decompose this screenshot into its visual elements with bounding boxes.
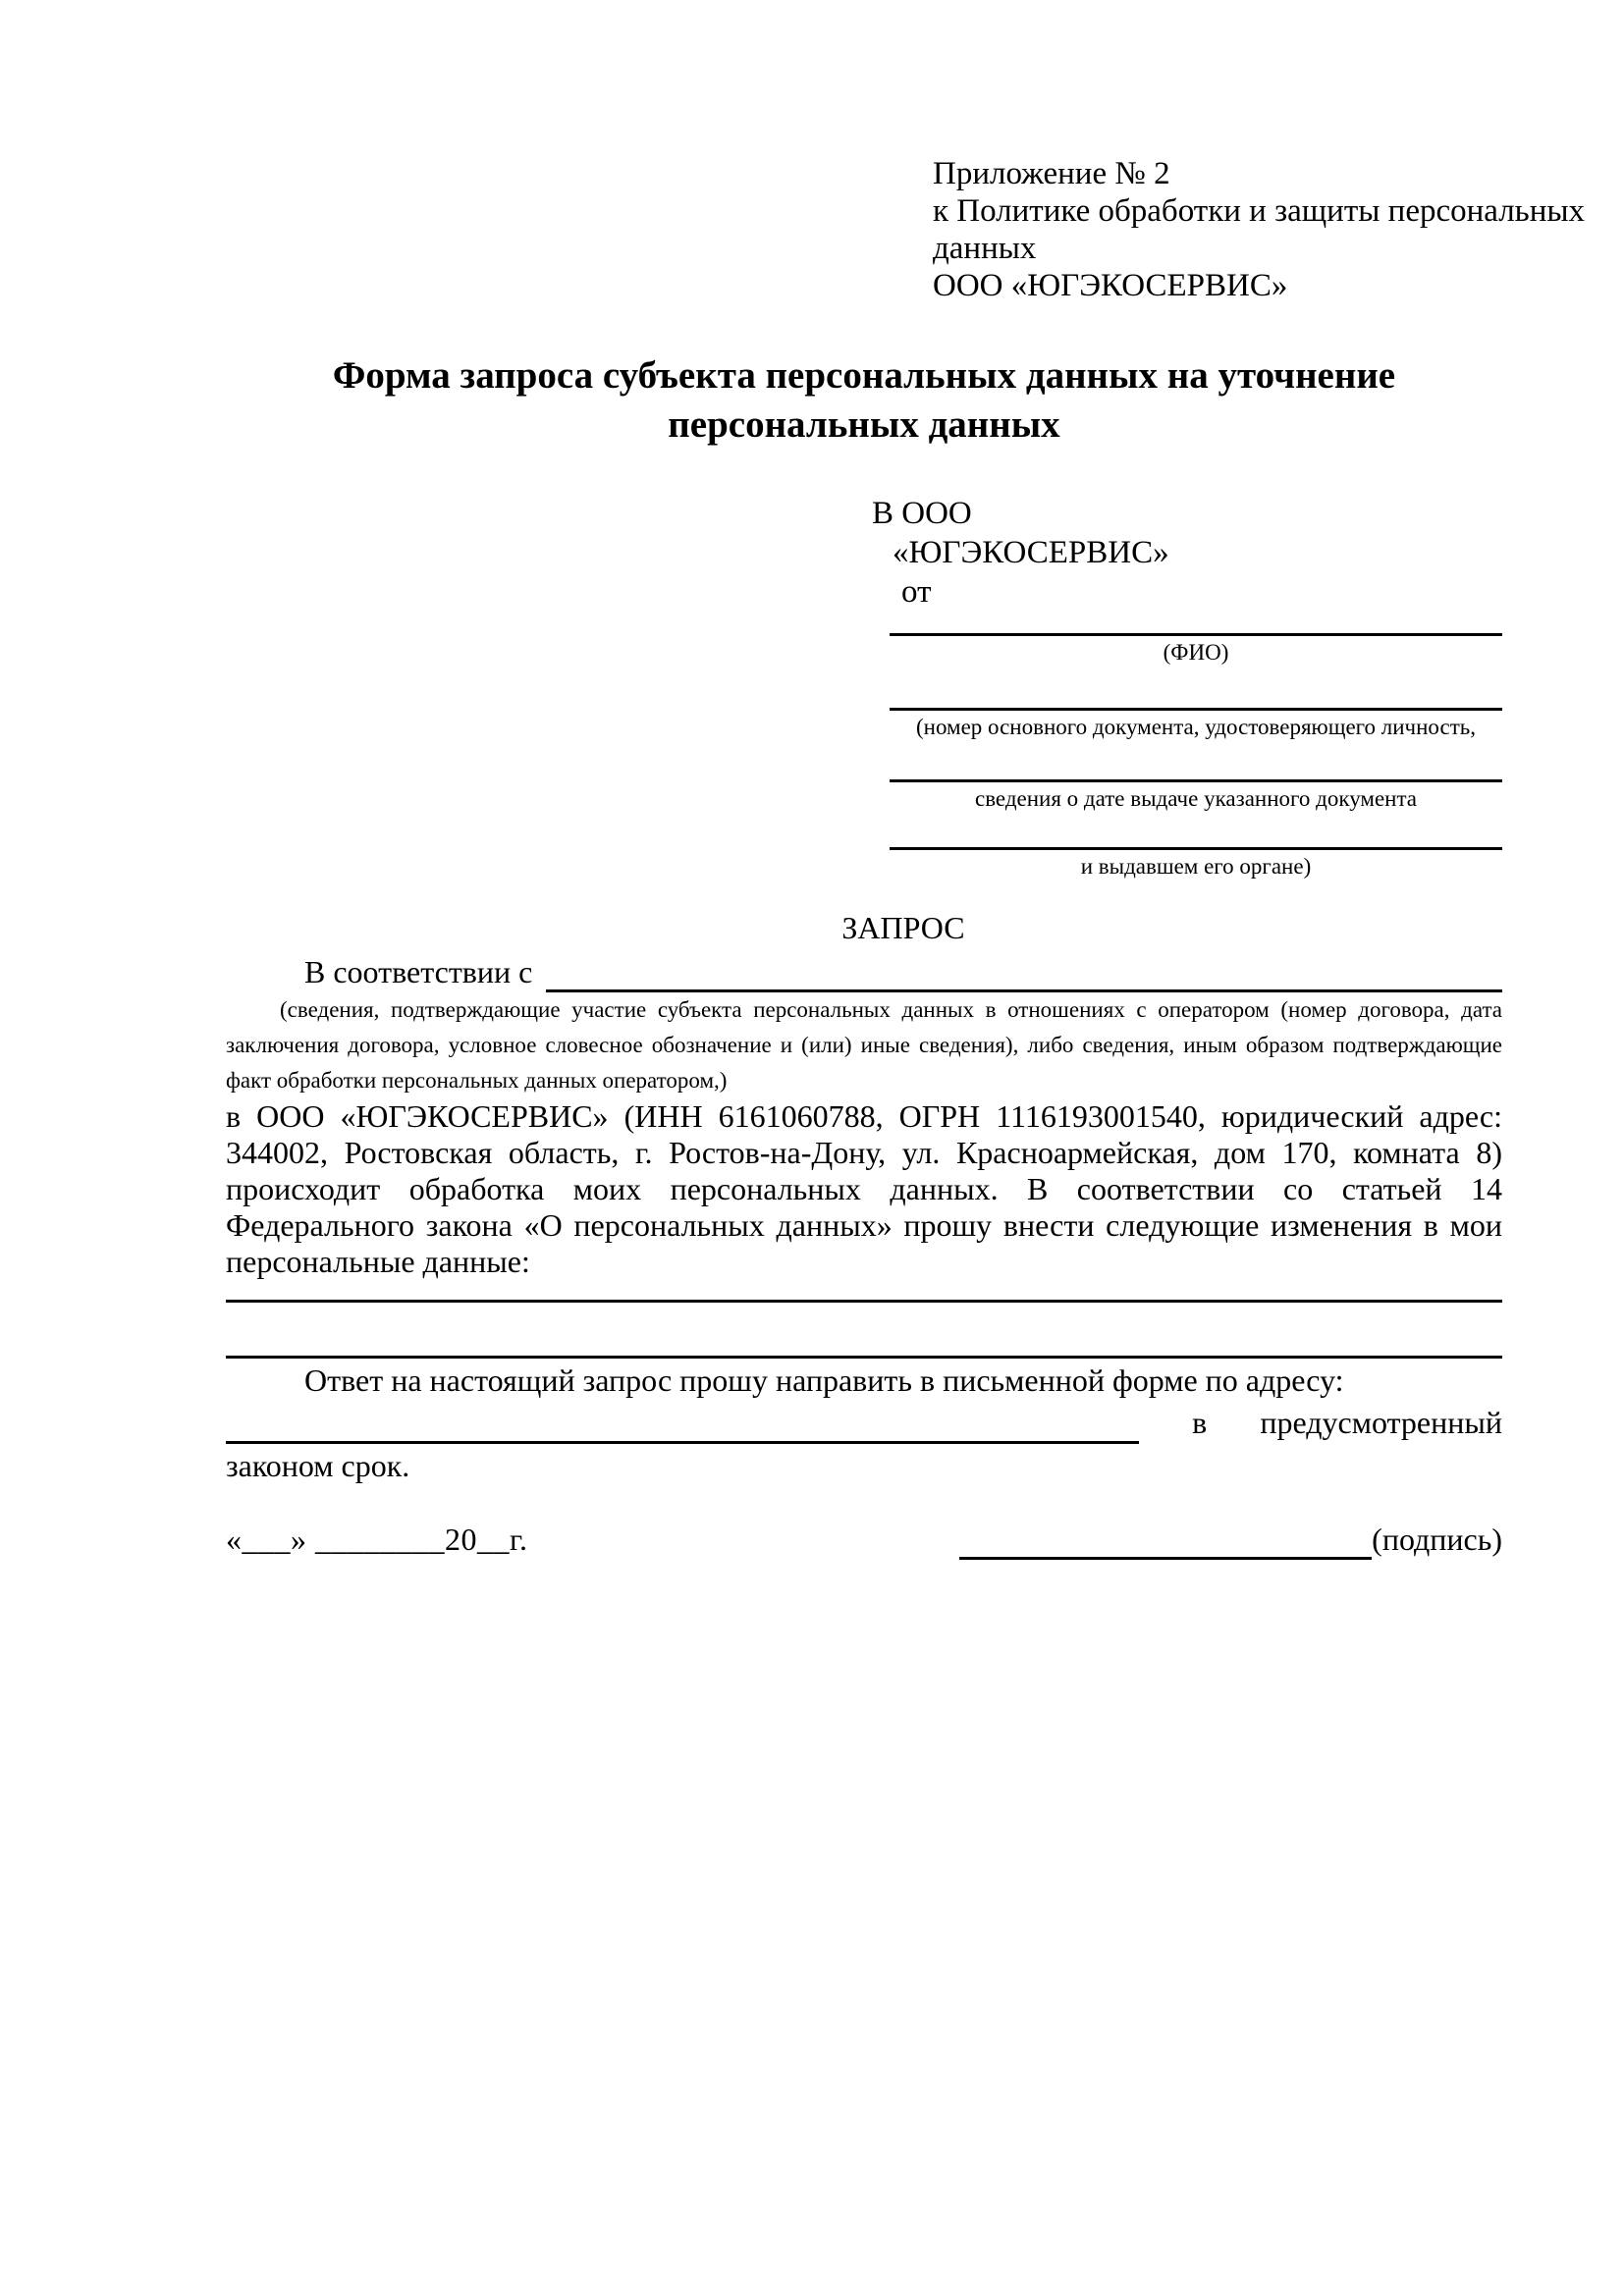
addressee-org-name: «ЮГЭКОСЕРВИС» (893, 535, 1169, 570)
request-heading: ЗАПРОС (841, 910, 965, 945)
basis-row (226, 951, 1502, 992)
doc-date-caption: сведения о дате выдаче указанного документа (974, 786, 1418, 811)
reply-word-in: в (1192, 1405, 1208, 1440)
fio-field (890, 612, 1502, 667)
addressee-to-prefix: В ООО (872, 496, 972, 531)
document-title-line: персональных данных (668, 403, 1060, 446)
changes-input-line-2[interactable] (226, 1303, 1502, 1359)
addressee-from-label: от (901, 574, 932, 610)
doc-issuer-caption: и выдавшем его органе) (1080, 854, 1312, 879)
date-signature-row (226, 1519, 1502, 1560)
appendix-note-line: Приложение № 2 (933, 156, 1170, 191)
changes-input-line-1[interactable] (226, 1282, 1502, 1303)
signature-caption: (подпись) (1372, 1522, 1502, 1557)
fio-input-line[interactable] (890, 612, 1502, 636)
doc-issuer-field (890, 814, 1502, 881)
fio-caption: (ФИО) (1163, 640, 1229, 665)
doc-number-field (890, 667, 1502, 742)
doc-number-input-line[interactable] (890, 667, 1502, 711)
document-title-line: Форма запроса субъекта персональных данных на уточнение (332, 354, 1396, 397)
doc-date-input-line[interactable] (890, 742, 1502, 782)
basis-fine-print: (сведения, подтверждающие участие субъекта персональных данных в отношениях с оператором (номер договора, дата заключения договора, условное словесное обозначение и (или) иные сведения), либо сведения, иным образом подтверждающие факт обработки персональных данных оператором,) (226, 997, 1502, 1093)
reply-word-due: предусмотренный (1260, 1405, 1502, 1440)
request-body: в ООО «ЮГЭКОСЕРВИС» (ИНН 6161060788, ОГРН 1116193001540, юридический адрес: 344002, Ростовская область, г. Ростов-на-Дону, ул. Красноармейская, дом 170, комната 8) происходит обработка моих персональных данных. В соответствии со статьей 14 Федерального закона «О персональных данных» прошу внести следующие изменения в мои персональные данные: (226, 1098, 1502, 1279)
basis-prefix: В соответствии с (304, 954, 533, 989)
signature-group (959, 1519, 1502, 1560)
reply-address-row (226, 1401, 1502, 1444)
appendix-note-line: к Политике обработки и защиты персональных (933, 193, 1586, 229)
basis-input-line[interactable] (546, 956, 1502, 992)
addressee-block (872, 494, 1502, 881)
reply-closing: законом срок. (226, 1448, 410, 1483)
doc-date-field (890, 742, 1502, 814)
address-input-line[interactable] (226, 1406, 1139, 1444)
reply-sentence: Ответ на настоящий запрос прошу направить в письменной форме по адресу: (304, 1362, 1344, 1398)
doc-issuer-input-line[interactable] (890, 814, 1502, 850)
signature-input-line[interactable] (959, 1523, 1372, 1560)
appendix-note (933, 155, 1586, 304)
date-blank[interactable]: «___» ________20__г. (226, 1522, 528, 1557)
appendix-note-line: ООО «ЮГЭКОСЕРВИС» (933, 268, 1288, 303)
document-content (226, 155, 1586, 1560)
appendix-note-line: данных (933, 231, 1037, 266)
document-title (226, 351, 1502, 450)
doc-number-caption: (номер основного документа, удостоверяющего личность, (915, 715, 1476, 739)
